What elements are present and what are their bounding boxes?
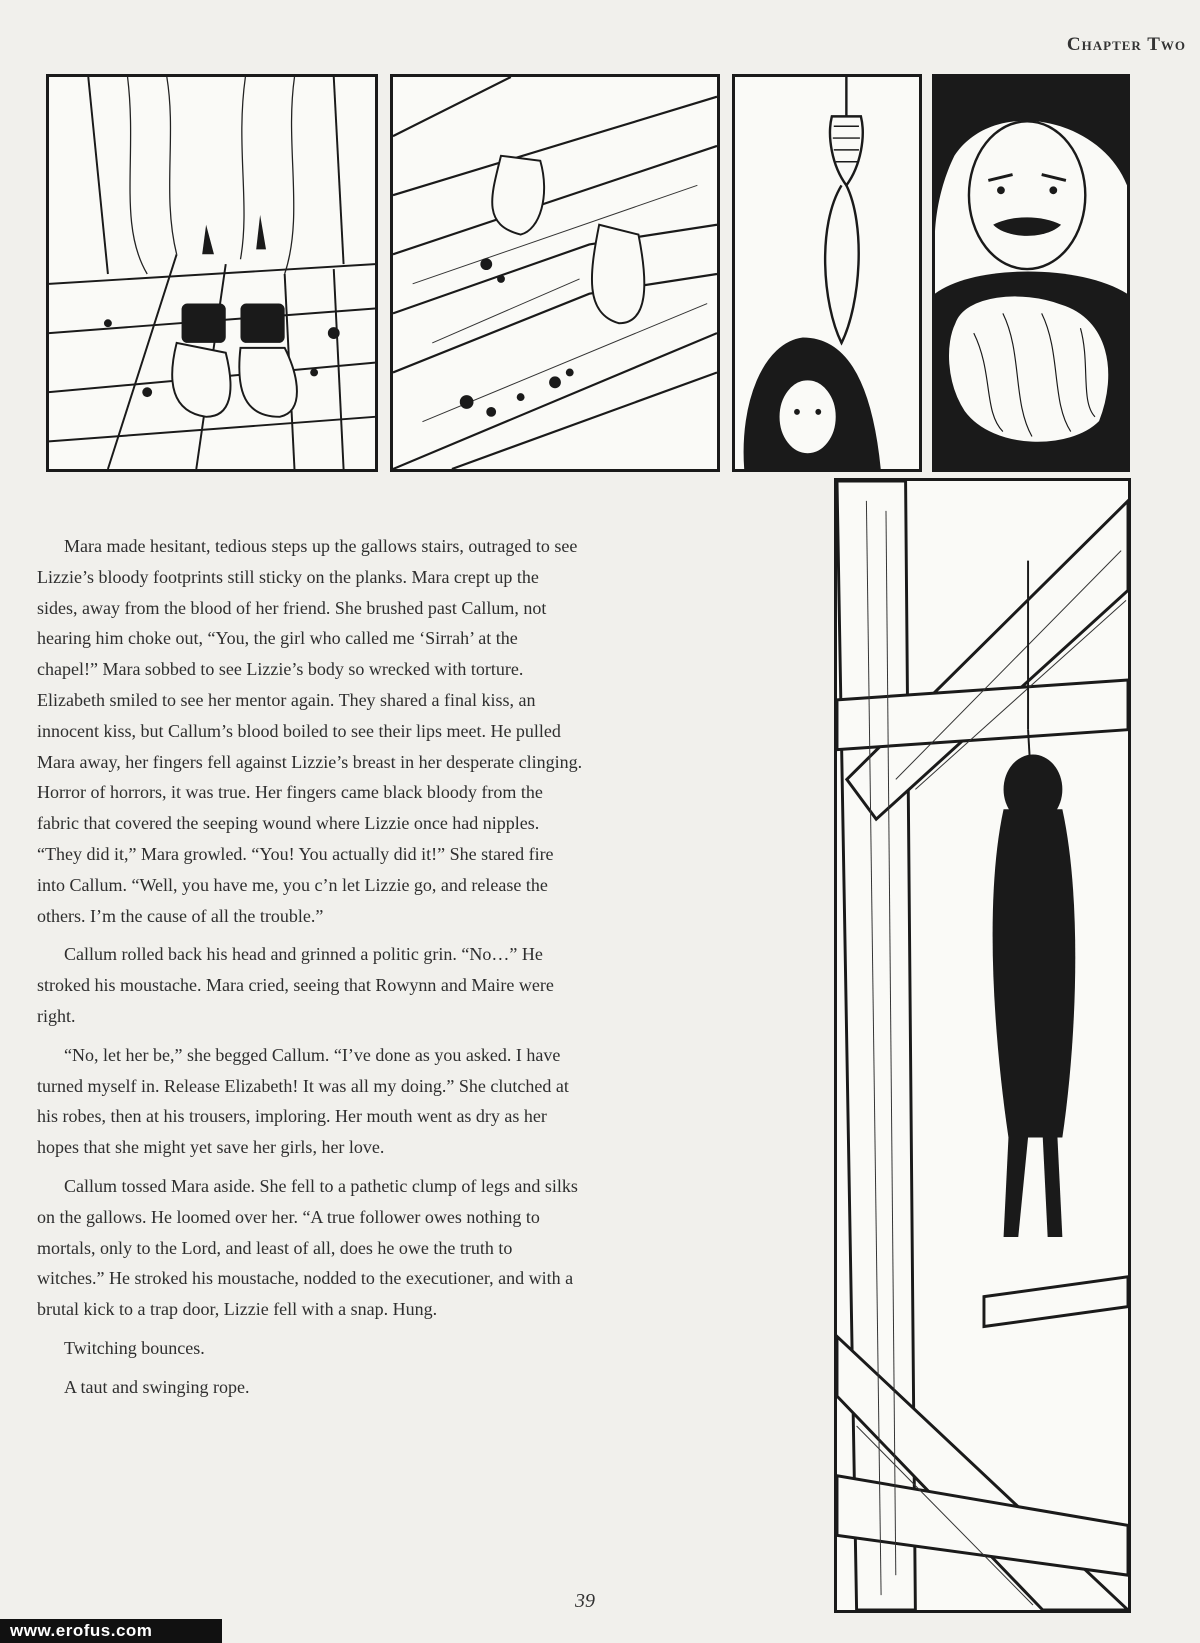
story-paragraph: Callum rolled back his head and grinned a politic grin. “No…” He stroked his moustache. Mara cried, seeing that Rowynn and Maire were right.: [37, 944, 554, 1026]
story-text: [37, 531, 583, 1411]
story-paragraph: Twitching bounces.: [64, 1337, 205, 1358]
comic-panel-noose: [732, 74, 922, 472]
story-paragraph: “No, let her be,” she begged Callum. “I’ve done as you asked. I have turned myself in. Release Elizabeth! It was all my doing.” She clutched at his robes, then at his trousers, imploring. Her mouth went as dry as her hopes that she might yet save her girls, her love.: [37, 1044, 569, 1158]
chapter-heading: Chapter Two: [1066, 34, 1186, 55]
panel-illustration: [49, 77, 375, 469]
comic-panel-gallows: [834, 478, 1131, 1613]
page-number: 39: [575, 1590, 595, 1612]
comic-panel-beams: [390, 74, 720, 472]
comic-panel-man: [932, 74, 1130, 472]
story-paragraph: Callum tossed Mara aside. She fell to a pathetic clump of legs and silks on the gallows. He loomed over her. “A true follower owes nothing to mortals, only to the Lord, and least of all, does he owe the truth to witches.” He stroked his moustache, nodded to the executioner, and with a brutal kick to a trap door, Lizzie fell with a snap. Hung.: [37, 1175, 578, 1320]
panel-illustration: [935, 77, 1127, 469]
panel-illustration: [735, 77, 919, 469]
panel-illustration: [837, 481, 1128, 1610]
story-paragraph: Mara made hesitant, tedious steps up the gallows stairs, outraged to see Lizzie’s bloody footprints still sticky on the planks. Mara crept up the sides, away from the blood of her friend. She brushed past Callum, not hearing him choke out, “You, the girl who called me ‘Sirrah’ at the chapel!” Mara sobbed to see Lizzie’s body so wrecked with torture. Elizabeth smiled to see her mentor again. They shared a final kiss, an innocent kiss, but Callum’s blood boiled to see their lips meet. He pulled Mara away, her fingers fell against Lizzie’s breast in her desperate clinging. Horror of horrors, it was true. Her fingers came black bloody from the fabric that covered the seeping wound where Lizzie once had nipples. “They did it,” Mara growled. “You! You actually did it!” She stared fire into Callum. “Well, you have me, you c’n let Lizzie go, and release the others. I’m the cause of all the trouble.”: [37, 536, 583, 926]
story-paragraph: A taut and swinging rope.: [64, 1376, 250, 1397]
site-watermark: www.erofus.com: [0, 1619, 222, 1643]
panel-illustration: [393, 77, 717, 469]
comic-panel-feet: [46, 74, 378, 472]
